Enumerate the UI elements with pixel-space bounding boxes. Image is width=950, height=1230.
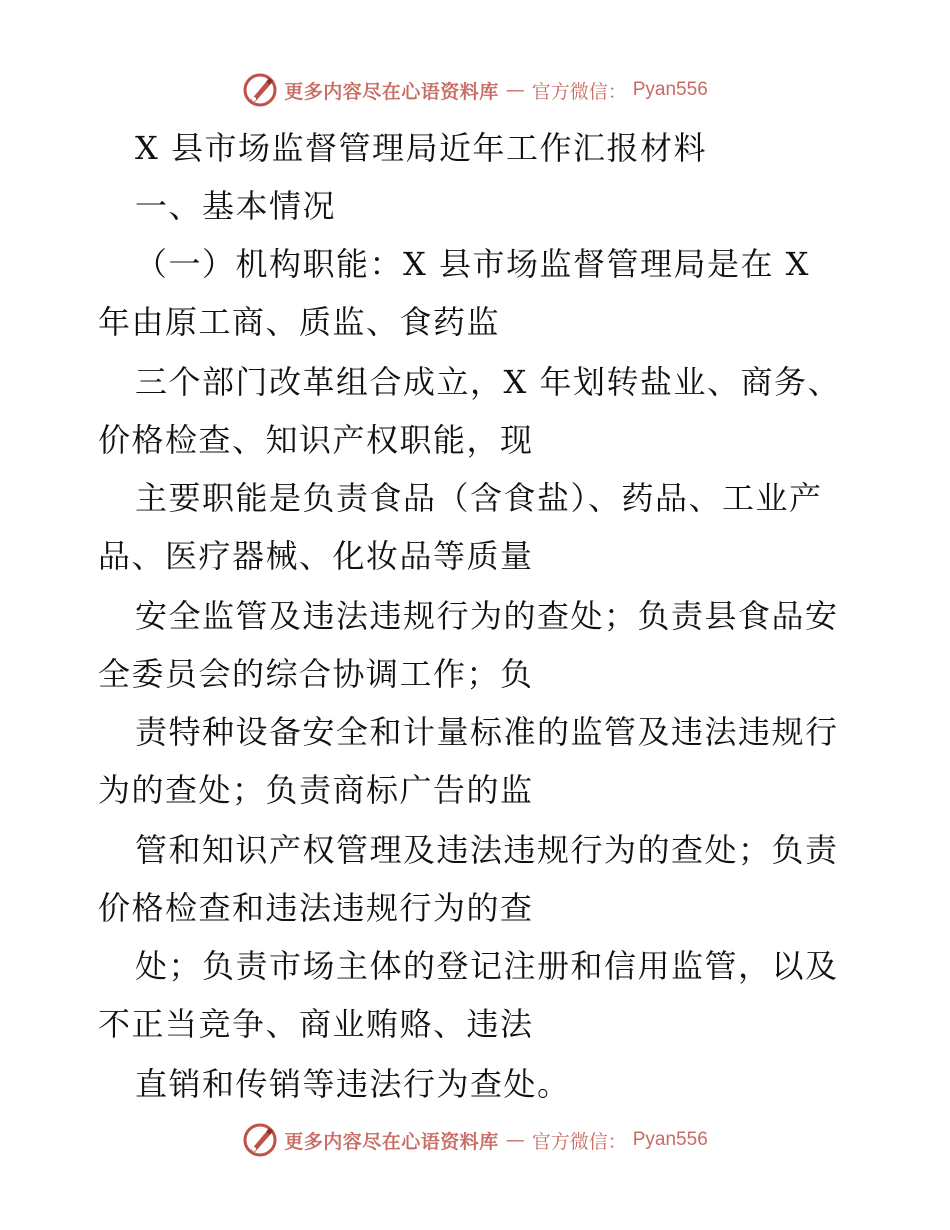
paragraph-line: 安全监管及违法违规行为的查处；负责县食品安 — [135, 597, 839, 635]
paragraph-line: 处；负责市场主体的登记注册和信用监管，以及 — [135, 947, 839, 985]
section-heading: 一、基本情况 — [135, 187, 337, 225]
paragraph-line: 为的查处；负责商标广告的监 — [98, 771, 534, 809]
paragraph-line: 品、医疗器械、化妆品等质量 — [98, 537, 534, 575]
paragraph-line: 直销和传销等违法行为查处。 — [135, 1065, 571, 1103]
paragraph-line: 价格检查和违法违规行为的查 — [98, 889, 534, 927]
paragraph-line: 价格检查、知识产权职能，现 — [98, 421, 534, 459]
pen-logo-icon — [242, 72, 278, 108]
watermark-account: Pyan556 — [632, 79, 708, 100]
paragraph-line: 不正当竞争、商业贿赂、违法 — [98, 1005, 534, 1043]
paragraph-line: （一）机构职能：X 县市场监督管理局是在 X — [135, 245, 810, 283]
header-watermark — [0, 70, 950, 110]
paragraph-line: 全委员会的综合协调工作；负 — [98, 655, 534, 693]
watermark-account: Pyan556 — [632, 1129, 708, 1150]
paragraph-line: 三个部门改革组合成立，X 年划转盐业、商务、 — [135, 363, 841, 401]
watermark-site-text: 更多内容尽在心语资料库 — [284, 1130, 499, 1153]
paragraph-line: 主要职能是负责食品（含食盐）、药品、工业产 — [135, 479, 823, 517]
paragraph-line: 管和知识产权管理及违法违规行为的查处；负责 — [135, 831, 839, 869]
footer-watermark — [0, 1120, 950, 1160]
watermark-dash: — — [505, 79, 525, 101]
document-title: X 县市场监督管理局近年工作汇报材料 — [135, 129, 707, 167]
pen-logo-icon — [242, 1122, 278, 1158]
paragraph-line: 年由原工商、质监、食药监 — [98, 303, 501, 341]
watermark-label: 官方微信： — [531, 80, 627, 103]
paragraph-line: 责特种设备安全和计量标准的监管及违法违规行 — [135, 713, 839, 751]
watermark-label: 官方微信： — [531, 1130, 627, 1153]
watermark-site-text: 更多内容尽在心语资料库 — [284, 80, 499, 103]
watermark-dash: — — [505, 1129, 525, 1151]
